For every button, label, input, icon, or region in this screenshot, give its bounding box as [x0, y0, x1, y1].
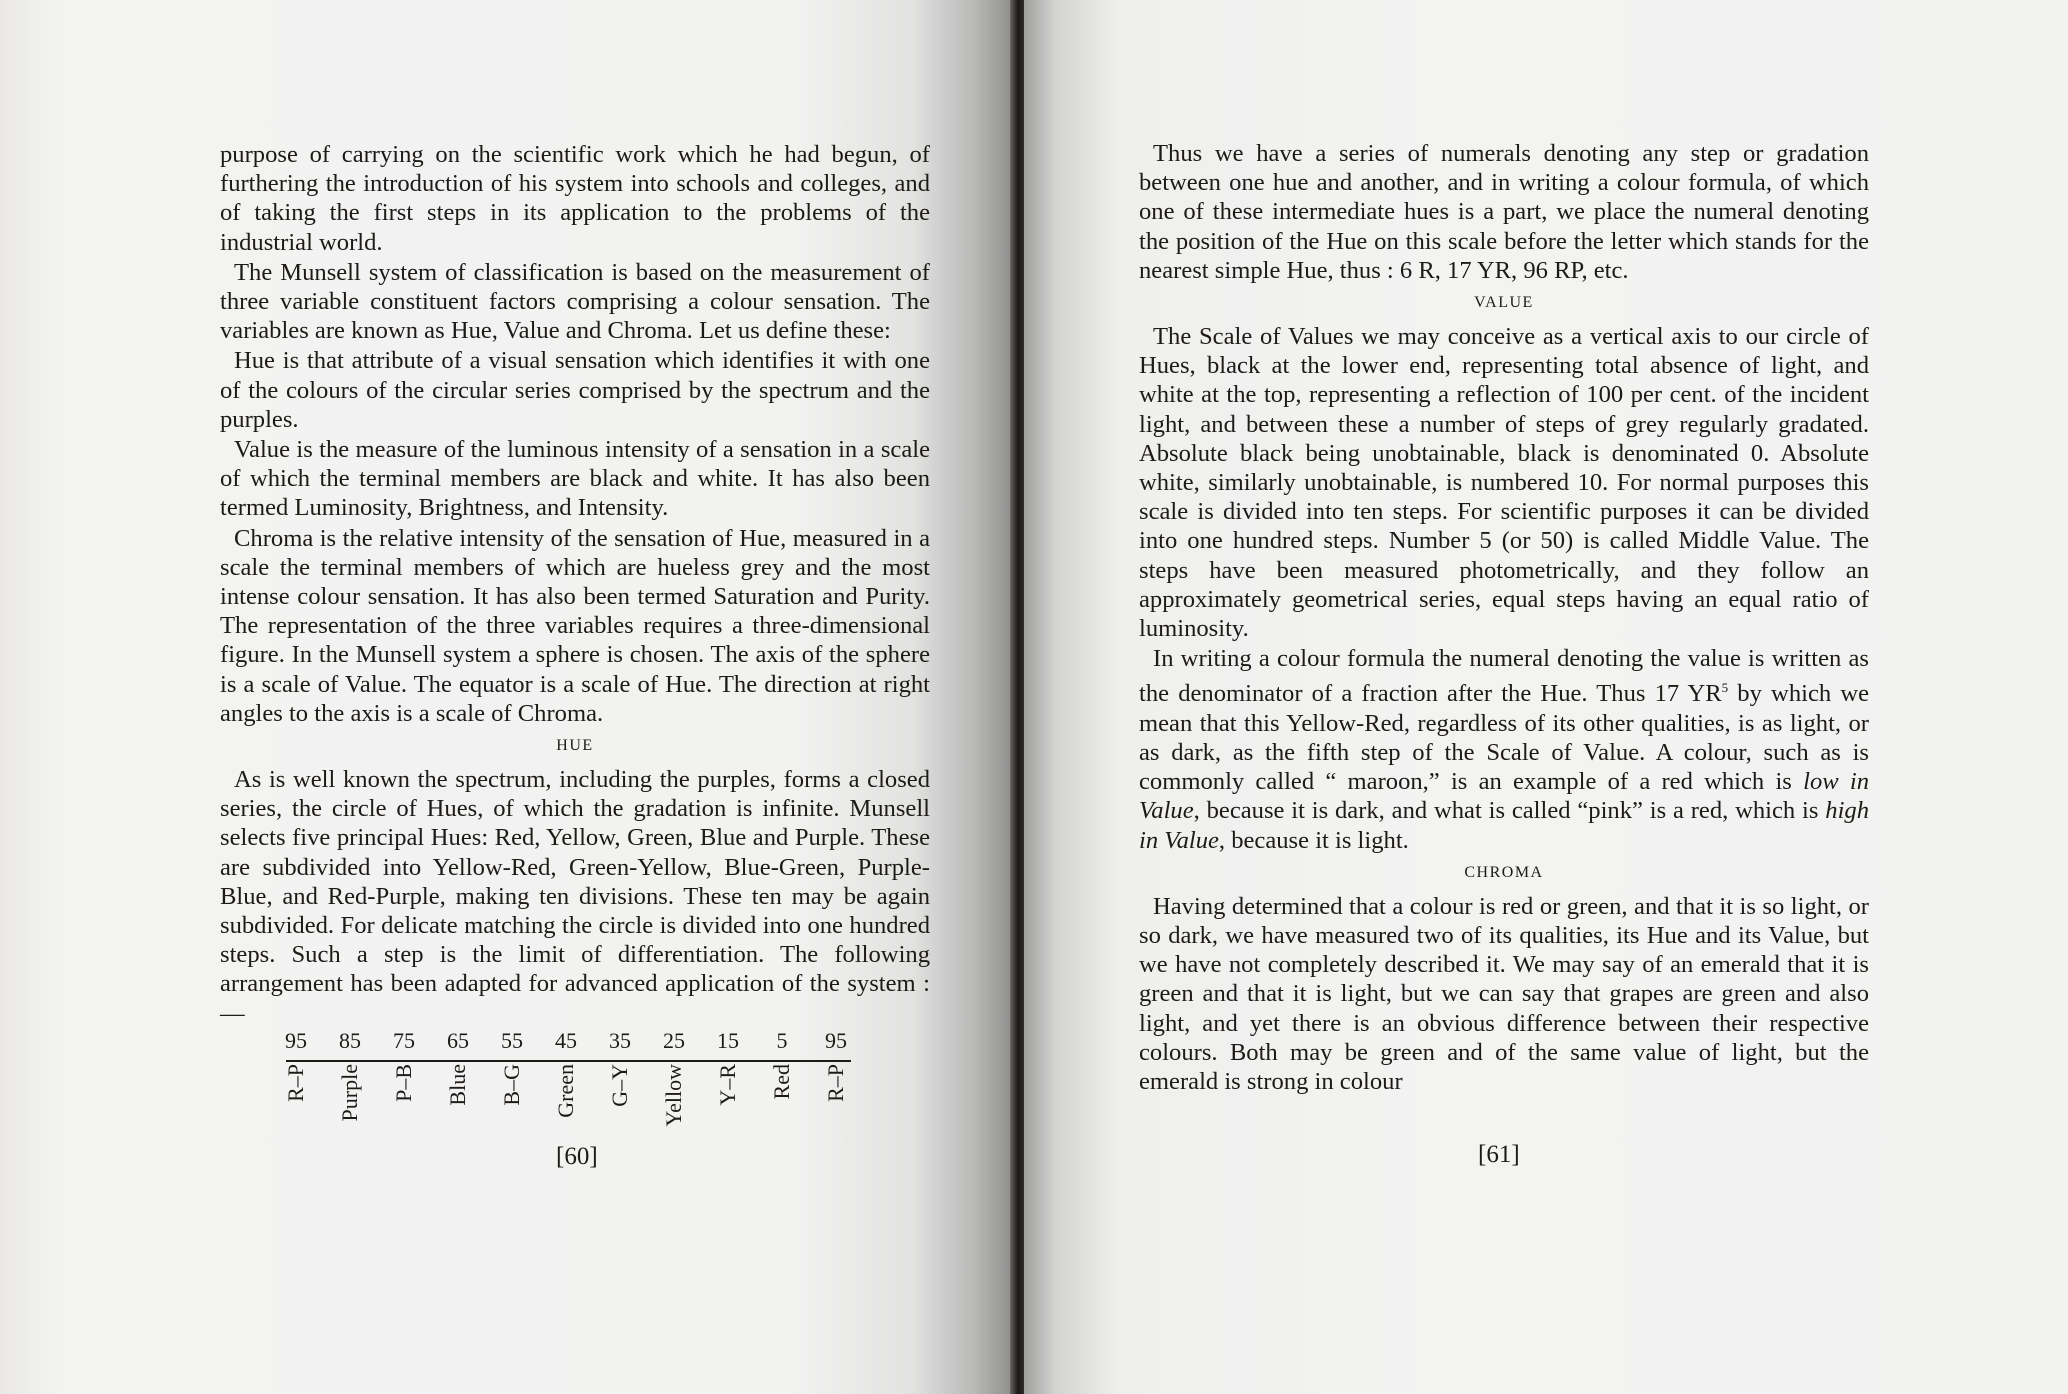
paragraph-purpose: purpose of carrying on the scientific work which he had begun, of furthering the introduction of his system into schools and colleges, and of taking the first steps in its application to the problems of the industrial world.	[220, 141, 930, 256]
scale-label-text: Blue	[445, 1064, 470, 1106]
right-page-body	[1139, 139, 1869, 1097]
hue-scale-numbers	[276, 1028, 876, 1058]
section-heading-hue: HUE	[556, 737, 594, 755]
scale-number: 85	[339, 1028, 361, 1053]
scale-label-text: Y–R	[715, 1064, 740, 1106]
left-page-body	[220, 140, 930, 1029]
section-heading-chroma: CHROMA	[1464, 863, 1544, 881]
text-run: , because it is dark, and what is called “pink” is a red, which is	[1193, 797, 1826, 825]
scale-number: 5	[776, 1028, 788, 1053]
superscript-value: 5	[1721, 680, 1729, 696]
scale-label-text: Red	[769, 1064, 794, 1100]
page-number: [61]	[1478, 1141, 1520, 1168]
paragraph-hue-definition: Hue is that attribute of a visual sensation which identifies it with one of the colours of the circular series comprised by the spectrum and the purples.	[220, 347, 930, 433]
scale-label-text: Purple	[337, 1064, 362, 1122]
scale-number: 25	[663, 1028, 685, 1053]
paragraph-chroma-definition: Chroma is the relative intensity of the sensation of Hue, measured in a scale the terminal members of which are hueless grey and the most intense colour sensation. It has also been termed Saturation and Purity. The representation of the three variables requires a three-dimensional figure. In the Munsell system a sphere is chosen. The axis of the sphere is a scale of Value. The equator is a scale of Hue. The direction at right angles to the axis is a scale of Chroma.	[220, 524, 930, 727]
right-page	[1024, 0, 2068, 1394]
scale-label	[492, 1064, 532, 1174]
paragraph-numerals: Thus we have a series of numerals denoting any step or gradation between one hue and another, and in writing a colour formula, of which one of these intermediate hues is a part, we place the numeral denoting the position of the Hue on this scale before the letter which stands for the nearest simple Hue, thus : 6 R, 17 YR, 96 RP, etc.	[1139, 140, 1869, 284]
scale-number: 95	[825, 1028, 847, 1053]
scale-label-text: B–G	[499, 1064, 524, 1106]
scale-number: 55	[501, 1028, 523, 1053]
scale-number: 35	[609, 1028, 631, 1053]
scale-label	[438, 1064, 478, 1174]
paragraph-hue-section: As is well known the spectrum, including the purples, forms a closed series, the circle of Hues, of which the gradation is infinite. Munsell selects five principal Hues: Red, Yellow, Green, Blue and Purple. These are subdivided into Yellow-Red, Green-Yellow, Blue-Green, Purple-Blue, and Red-Purple, making ten divisions. These ten may be again subdivided. For delicate matching the circle is divided into one hundred steps. Such a step is the limit of differentiation. The following arrangement has been adapted for advanced application of the system :—	[220, 766, 930, 1027]
scale-label-text: R–P	[283, 1064, 308, 1102]
scale-label	[330, 1064, 370, 1174]
scale-number: 15	[717, 1028, 739, 1053]
paragraph-chroma-section: Having determined that a colour is red or green, and that it is so light, or so dark, we have measured two of its qualities, its Hue and its Value, but we have not completely described it. We may say of an emerald that it is green and that it is light, but we can say that grapes are green and also light, and yet there is an obvious difference between their respective colours. Both may be green and of the same value of light, but the emerald is strong in colour	[1139, 892, 1869, 1096]
text-run: , because it is light.	[1218, 826, 1409, 854]
scale-rule	[286, 1060, 851, 1062]
paragraph-value-definition: Value is the measure of the luminous intensity of a sensation in a scale of which the terminal members are black and white. It has also been termed Luminosity, Brightness, and Intensity.	[220, 436, 930, 522]
scale-number: 65	[447, 1028, 469, 1053]
italic-term: low in Value	[1139, 768, 1870, 825]
left-page	[0, 0, 1014, 1394]
paragraph-value-formula	[1139, 644, 1869, 855]
section-heading-value: VALUE	[1474, 294, 1534, 312]
scale-label	[762, 1064, 802, 1174]
scale-label	[600, 1064, 640, 1174]
scale-label-text: Green	[553, 1064, 578, 1118]
scale-label-text: R–P	[823, 1064, 848, 1102]
scale-number: 75	[393, 1028, 415, 1053]
italic-term: high in Value	[1139, 797, 1869, 854]
paragraph-scale-of-values: The Scale of Values we may conceive as a vertical axis to our circle of Hues, black at the lower end, representing total absence of light, and white at the top, representing a reflection of 100 per cent. of the incident light, and between these a number of steps of grey regularly gradated. Absolute black being unobtainable, black is denominated 0. Absolute white, similarly unobtainable, is numbered 10. For normal purposes this scale is divided into ten steps. For scientific purposes it can be divided into one hundred steps. Number 5 (or 50) is called Middle Value. The steps have been measured photometrically, and they follow an approximately geometrical series, equal steps having an equal ratio of luminosity.	[1139, 323, 1869, 643]
scale-number: 45	[555, 1028, 577, 1053]
scale-label-text: Yellow	[661, 1064, 686, 1127]
scale-label-text: G–Y	[607, 1064, 632, 1107]
scale-label-text: P–B	[391, 1064, 416, 1102]
scale-label	[276, 1064, 316, 1174]
text-run: In writing a colour formula the numeral denoting the value is written as the denominator of a fraction after the Hue. Thus 17 YR	[1139, 645, 1869, 708]
page-number: [60]	[556, 1143, 598, 1170]
scale-label	[708, 1064, 748, 1174]
scale-label	[816, 1064, 856, 1174]
paragraph-munsell-system: The Munsell system of classification is based on the measurement of three variable constituent factors comprising a colour sensation. The variables are known as Hue, Value and Chroma. Let us define these:	[220, 258, 930, 345]
scale-label	[384, 1064, 424, 1174]
text-run: by which we mean that this Yellow-Red, regardless of its other qualities, is as light, or as dark, as the fifth step of the Scale of Value. A colour, such as is commonly called “ maroon,” is an example of a red which is	[1139, 680, 1869, 796]
scale-number: 95	[285, 1028, 307, 1053]
scale-label	[654, 1064, 694, 1174]
